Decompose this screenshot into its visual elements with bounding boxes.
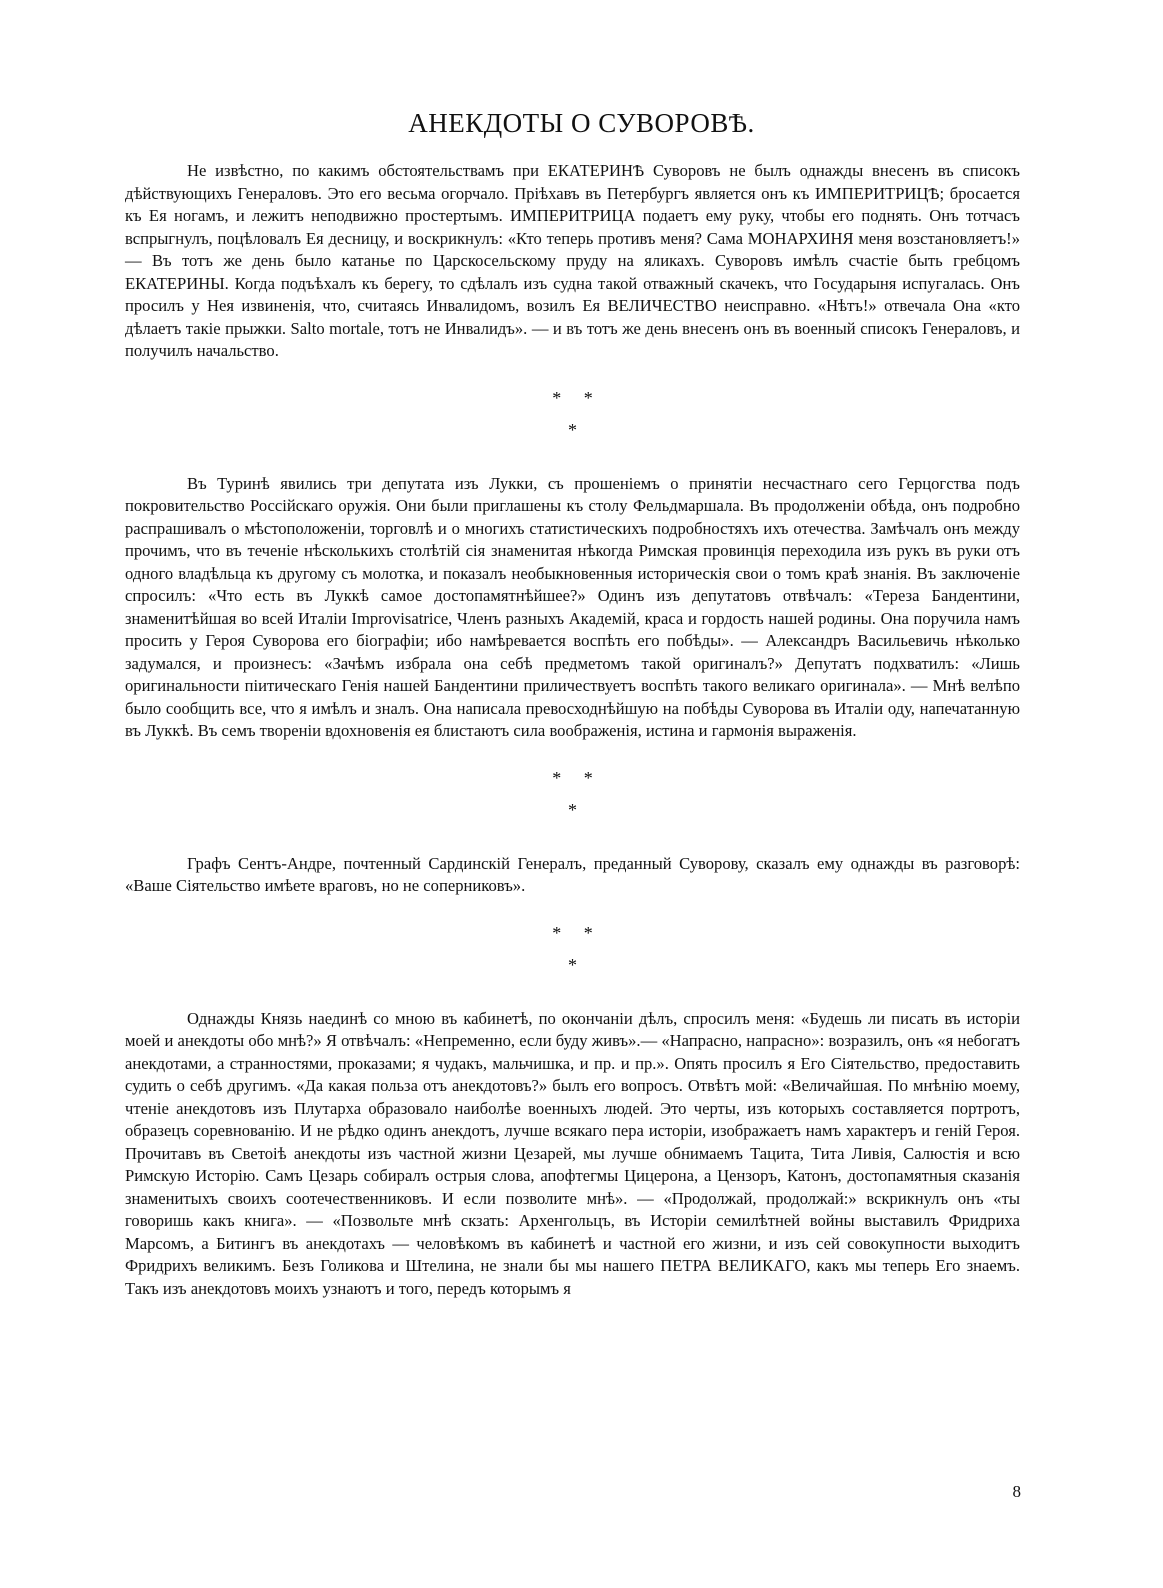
asterism-separator-1 bbox=[125, 385, 1020, 443]
asterism-row-bottom: * bbox=[568, 419, 577, 440]
asterism-row-bottom: * bbox=[568, 799, 577, 820]
anecdote-paragraph-1: Не извѣстно, по какимъ обстоятельствамъ при ЕКАТЕРИНѢ Суворовъ не былъ однажды внесенъ въ списокъ дѣйствующихъ Генераловъ. Это его весьма огорчало. Пріѣхавъ въ Петербургъ является онъ къ ИМПЕРИТРИЦѢ; бросается къ Ея ногамъ, и лежитъ неподвижно простертымъ. ИМПЕРИТРИЦА подаетъ ему руку, чтобы его поднять. Онъ тотчасъ вспрыгнулъ, поцѣловалъ Ея десницу, и воскрикнулъ: «Кто теперь противъ меня? Сама МОНАРХИНЯ меня возстановляетъ!» — Въ тотъ же день было катанье по Царскосельскому пруду на яликахъ. Суворовъ имѣлъ счастіе быть гребцомъ ЕКАТЕРИНЫ. Когда подъѣхалъ къ берегу, то сдѣлалъ изъ судна такой отважный скачекъ, что Государыня испугалась. Онъ просилъ у Нея извиненія, что, считаясь Инвалидомъ, возилъ Ея ВЕЛИЧЕСТВО неисправно. «Нѣтъ!» отвечала Она «кто дѣлаетъ такіе прыжки. Salto mortale, тотъ не Инвалидъ». — и въ тотъ же день внесенъ онъ въ военный списокъ Генераловъ, и получилъ начальство. bbox=[125, 161, 1020, 360]
asterism-row-bottom: * bbox=[568, 954, 577, 975]
page-number: 8 bbox=[1012, 1482, 1021, 1501]
anecdote-paragraph-2: Въ Туринѣ явились три депутата изъ Лукки, съ прошеніемъ о принятіи несчастнаго сего Герцогства подъ покровительство Россійскаго оружія. Они были приглашены къ столу Фельдмаршала. Въ продолженіи обѣда, онъ подробно распрашивалъ о мѣстоположеніи, торговлѣ и о многихъ статистическихъ подробностяхъ ихъ отечества. Замѣчалъ онъ между прочимъ, что въ теченіе нѣсколькихъ столѣтій сія знаменитая нѣкогда Римская провинція переходила изъ рукъ въ руки отъ одного владѣльца къ другому съ молотка, и показалъ необыкновенныя историческія свои о томъ краѣ знанія. Въ заключеніе спросилъ: «Что есть въ Луккѣ самое достопамятнѣйшее?» Одинъ изъ депутатовъ отвѣчалъ: «Тереза Бандентини, знаменитѣйшая во всей Италіи Improvisatrice, Членъ разныхъ Академій, краса и гордость нашей родины. Она поручила намъ просить у Героя Суворова его біографіи; ибо намѣревается воспѣть его побѣды». — Александръ Васильевичь нѣколько задумался, и произнесъ: «Зачѣмъ избрала она себѣ предметомъ такой оригиналъ?» Депутатъ подхватилъ: «Лишь оригинальности піитическаго Генія нашей Бандентини приличествуетъ воспѣть такого великаго оригинала». — Мнѣ велѣпо было сообщить все, что я имѣлъ и зналъ. Она написала превосходнѣйшую на побѣды Суворова въ Италіи оду, напечатанную въ Луккѣ. Въ семъ твореніи вдохновенія ея блистаютъ сила воображенія, истина и гармонія выраженія. bbox=[125, 473, 1020, 740]
asterism-row-top: * * bbox=[552, 767, 593, 788]
asterism-row-top: * * bbox=[552, 922, 593, 943]
anecdote-paragraph-3: Графъ Сентъ-Андре, почтенный Сардинскій Генералъ, преданный Суворову, сказалъ ему однажды въ разговорѣ: «Ваше Сіятельство имѣете враговъ, но не соперниковъ». bbox=[125, 853, 1020, 895]
anecdote-paragraph-4: Однажды Князь наединѣ со мною въ кабинетѣ, по окончаніи дѣлъ, спросилъ меня: «Будешь ли писать въ исторіи моей и анекдоты обо мнѣ?» Я отвѣчалъ: «Непременно, если буду живъ».— «Напрасно, напрасно»: возразилъ, онъ «я небогатъ анекдотами, а странностями, проказами; я чудакъ, мальчишка, и пр. и пр.». Опять просилъ я Его Сіятельство, предоставить судить о себѣ другимъ. «Да какая польза отъ анекдотовъ?» былъ его вопросъ. Отвѣтъ мой: «Величайшая. По мнѣнію моему, чтеніе анекдотовъ изъ Плутарха образовало наиболѣе военныхъ людей. Это черты, изъ которыхъ составляется портротъ, образецъ соревнованію. И не рѣдко одинъ анекдотъ, лучше всякаго пера исторіи, изображаетъ намъ характеръ и геній Героя. Прочитавъ въ Светоіѣ анекдоты изъ частной жизни Цезарей, мы лучше обнимаемъ Тацита, Тита Ливія, Салюстія и всю Римскую Исторію. Самъ Цезарь собиралъ острыя слова, апофтегмы Цицерона, а Цензоръ, Катонъ, достопамятныя сказанія знаменитыхъ своихъ соотечественниковъ. И если позволите мнѣ». — «Продолжай, продолжай:» вскрикнулъ онъ «ты говоришь какъ книга». — «Позвольте мнѣ скзать: Архенгольцъ, въ Исторіи семилѣтней войны выставилъ Фридриха Марсомъ, а Битингъ въ анекдотахъ — человѣкомъ въ кабинетѣ и частной его жизни, и изъ сей совокупности выходитъ Фридрихъ великимъ. Безъ Голикова и Штелина, не знали бы мы нашего ПЕТРА ВЕЛИКАГО, какъ мы теперь Его знаемъ. Такъ изъ анекдотовъ моихъ узнаютъ и того, передъ которымъ я bbox=[125, 1008, 1020, 1298]
asterism-separator-3 bbox=[125, 920, 1020, 978]
page-content bbox=[125, 160, 1020, 1300]
asterism-row-top: * * bbox=[552, 387, 593, 408]
asterism-separator-2 bbox=[125, 765, 1020, 823]
page-title: АНЕКДОТЫ О СУВОРОВѢ. bbox=[408, 108, 755, 138]
